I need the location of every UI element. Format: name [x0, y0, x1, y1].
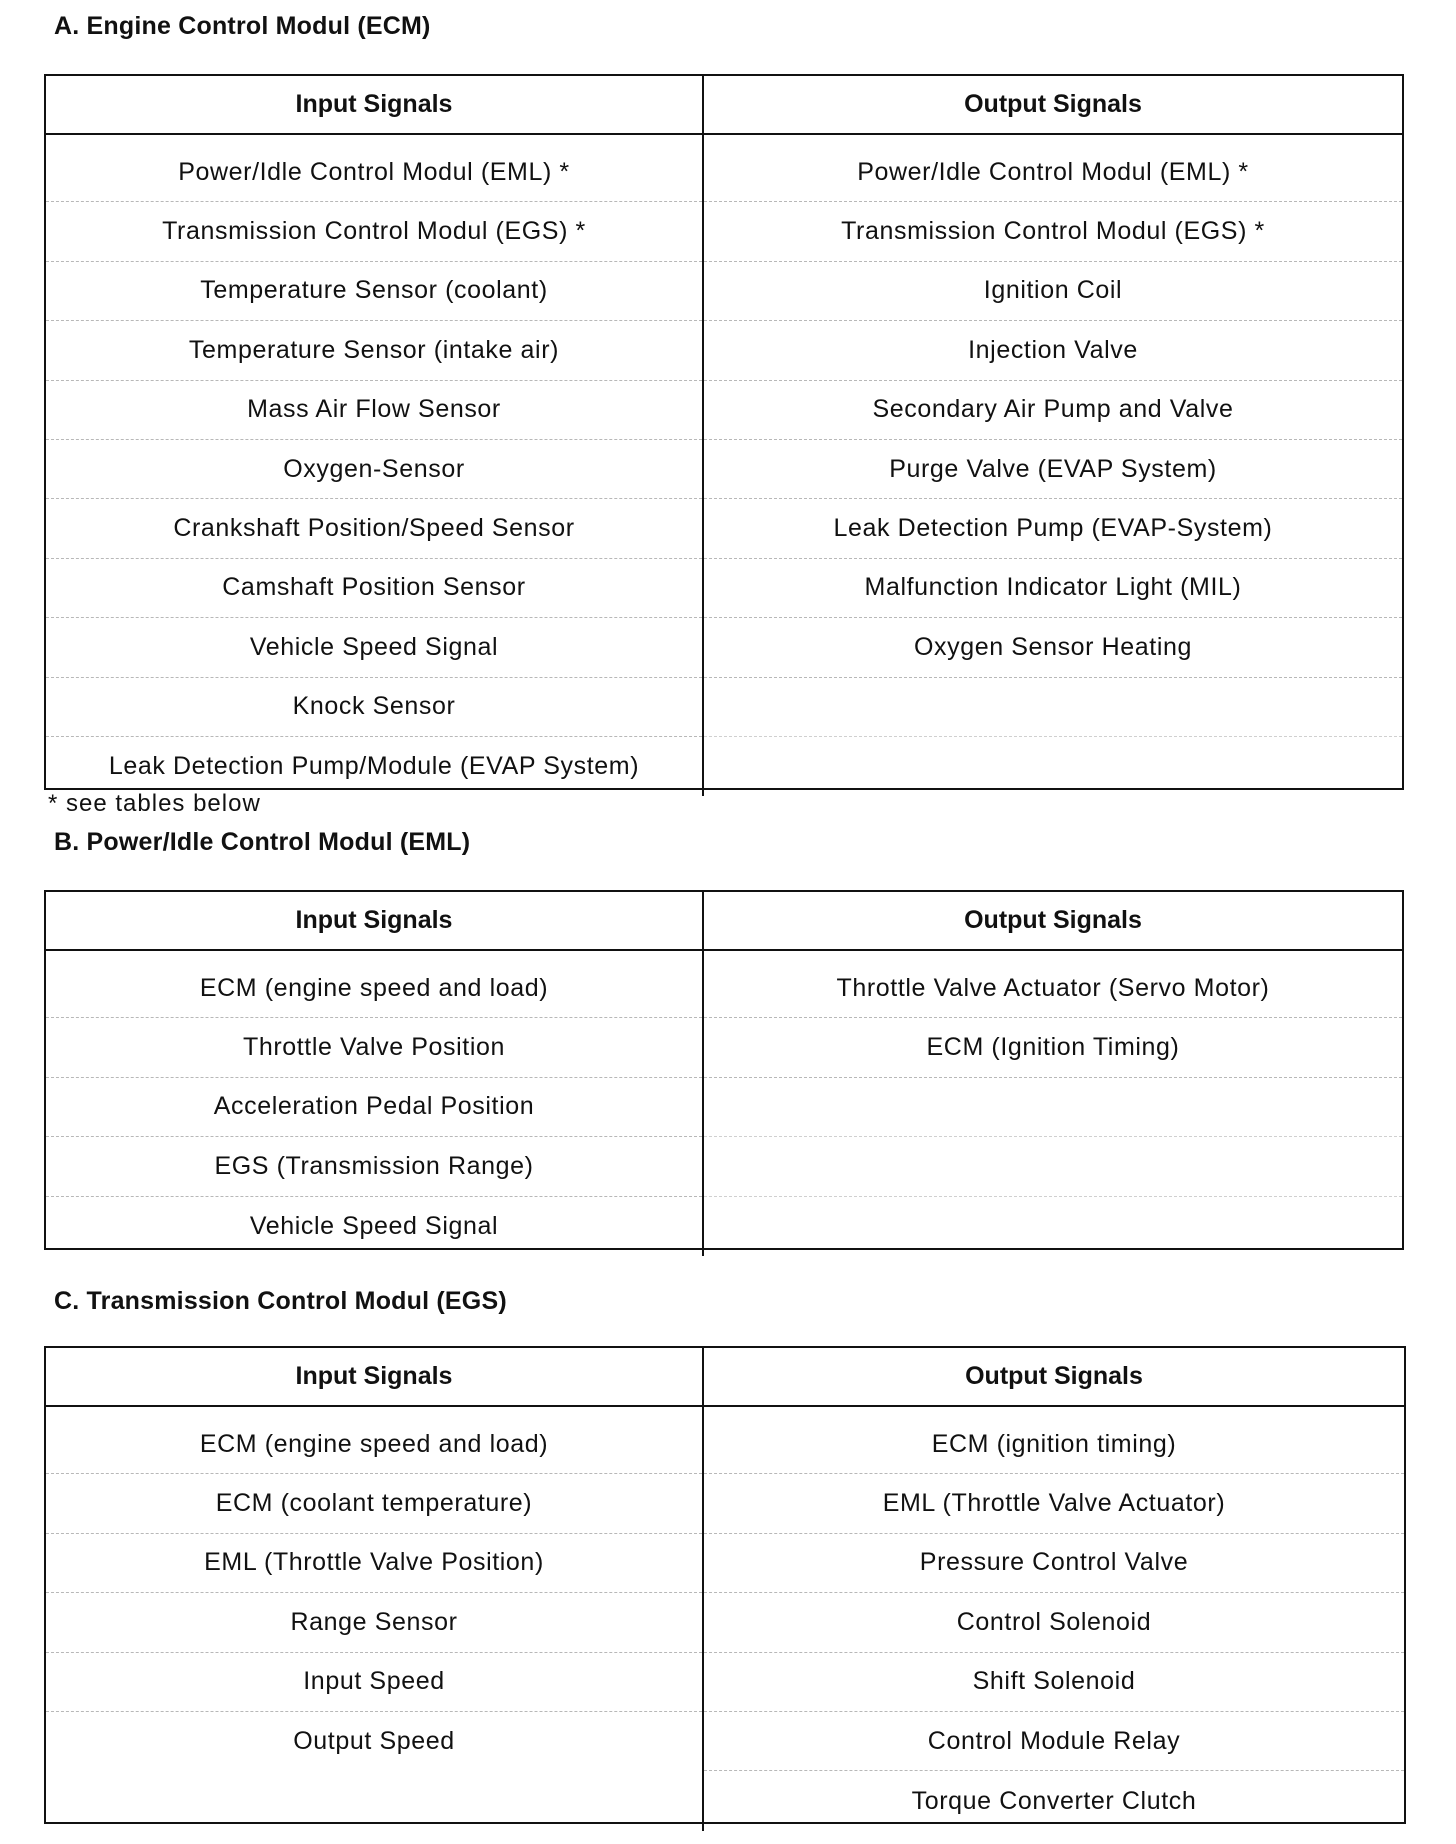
eml-signal-table	[44, 890, 1404, 1250]
empty-row	[704, 1137, 1402, 1196]
input-signals-header: Input Signals	[46, 76, 704, 133]
input-signal-row: Camshaft Position Sensor	[46, 559, 702, 618]
input-signals-column	[46, 1407, 704, 1831]
input-signals-header: Input Signals	[46, 892, 704, 949]
output-signal-row: Torque Converter Clutch	[911, 1786, 1197, 1815]
empty-row	[704, 1078, 1402, 1137]
egs-signal-table	[44, 1346, 1406, 1824]
empty-row	[704, 678, 1402, 737]
input-signal-row: Output Speed	[293, 1727, 455, 1756]
output-signal-row: ECM (ignition timing)	[704, 1415, 1404, 1474]
input-signal-row: Oxygen-Sensor	[46, 440, 702, 499]
input-signal-row: ECM (coolant temperature)	[46, 1474, 702, 1533]
input-signal-row: ECM (engine speed and load)	[46, 959, 702, 1018]
table-body	[46, 135, 1402, 796]
input-signal-row: Knock Sensor	[46, 678, 702, 737]
output-signal-row: Control Module Relay	[704, 1712, 1404, 1771]
output-signal-row: Leak Detection Pump (EVAP-System)	[704, 499, 1402, 558]
output-signals-header: Output Signals	[964, 90, 1142, 118]
input-signal-row: Power/Idle Control Modul (EML) *	[46, 143, 702, 202]
input-signal-row: Crankshaft Position/Speed Sensor	[46, 499, 702, 558]
output-signals-column	[704, 1407, 1404, 1831]
footnote: * see tables below	[48, 790, 261, 817]
output-signal-row: Injection Valve	[704, 321, 1402, 380]
output-signal-row: Throttle Valve Actuator (Servo Motor)	[704, 959, 1402, 1018]
output-signals-column	[704, 951, 1402, 1256]
input-signal-row: Temperature Sensor (intake air)	[46, 321, 702, 380]
ecm-signal-table	[44, 74, 1404, 790]
input-signal-row: Vehicle Speed Signal	[46, 618, 702, 677]
input-signal-row: Mass Air Flow Sensor	[46, 381, 702, 440]
output-signal-row: Pressure Control Valve	[704, 1534, 1404, 1593]
output-signal-row: Malfunction Indicator Light (MIL)	[704, 559, 1402, 618]
input-signal-row: Input Speed	[46, 1653, 702, 1712]
output-signal-row: ECM (Ignition Timing)	[704, 1018, 1402, 1077]
table-body	[46, 951, 1402, 1256]
input-signal-row: EML (Throttle Valve Position)	[46, 1534, 702, 1593]
output-signal-row: Power/Idle Control Modul (EML) *	[704, 143, 1402, 202]
output-signal-row: Purge Valve (EVAP System)	[704, 440, 1402, 499]
input-signal-row: Leak Detection Pump/Module (EVAP System)	[108, 752, 640, 781]
input-signal-row: Throttle Valve Position	[46, 1018, 702, 1077]
input-signal-row: EGS (Transmission Range)	[46, 1137, 702, 1196]
output-signals-header: Output Signals	[965, 1362, 1143, 1390]
input-signal-row: Acceleration Pedal Position	[46, 1078, 702, 1137]
input-signal-row: Transmission Control Modul (EGS) *	[46, 202, 702, 261]
output-signal-row: Transmission Control Modul (EGS) *	[704, 202, 1402, 261]
output-signals-column	[704, 135, 1402, 796]
output-signal-row: Secondary Air Pump and Valve	[704, 381, 1402, 440]
output-signal-row: Ignition Coil	[704, 262, 1402, 321]
output-signal-row: Control Solenoid	[704, 1593, 1404, 1652]
output-signals-header: Output Signals	[964, 906, 1142, 934]
section-c-heading: C. Transmission Control Modul (EGS)	[54, 1287, 507, 1315]
section-a-heading: A. Engine Control Modul (ECM)	[54, 12, 431, 40]
input-signal-row: Vehicle Speed Signal	[249, 1211, 499, 1240]
input-signals-header: Input Signals	[46, 1348, 704, 1405]
input-signal-row: Range Sensor	[46, 1593, 702, 1652]
table-body	[46, 1407, 1404, 1831]
input-signals-column	[46, 135, 704, 796]
table-header	[46, 1348, 1404, 1407]
table-header	[46, 892, 1402, 951]
input-signal-row: ECM (engine speed and load)	[46, 1415, 702, 1474]
output-signal-row: Shift Solenoid	[704, 1653, 1404, 1712]
output-signal-row: Oxygen Sensor Heating	[704, 618, 1402, 677]
input-signal-row: Temperature Sensor (coolant)	[46, 262, 702, 321]
output-signal-row: EML (Throttle Valve Actuator)	[704, 1474, 1404, 1533]
input-signals-column	[46, 951, 704, 1256]
section-b-heading: B. Power/Idle Control Modul (EML)	[54, 828, 471, 856]
table-header	[46, 76, 1402, 135]
